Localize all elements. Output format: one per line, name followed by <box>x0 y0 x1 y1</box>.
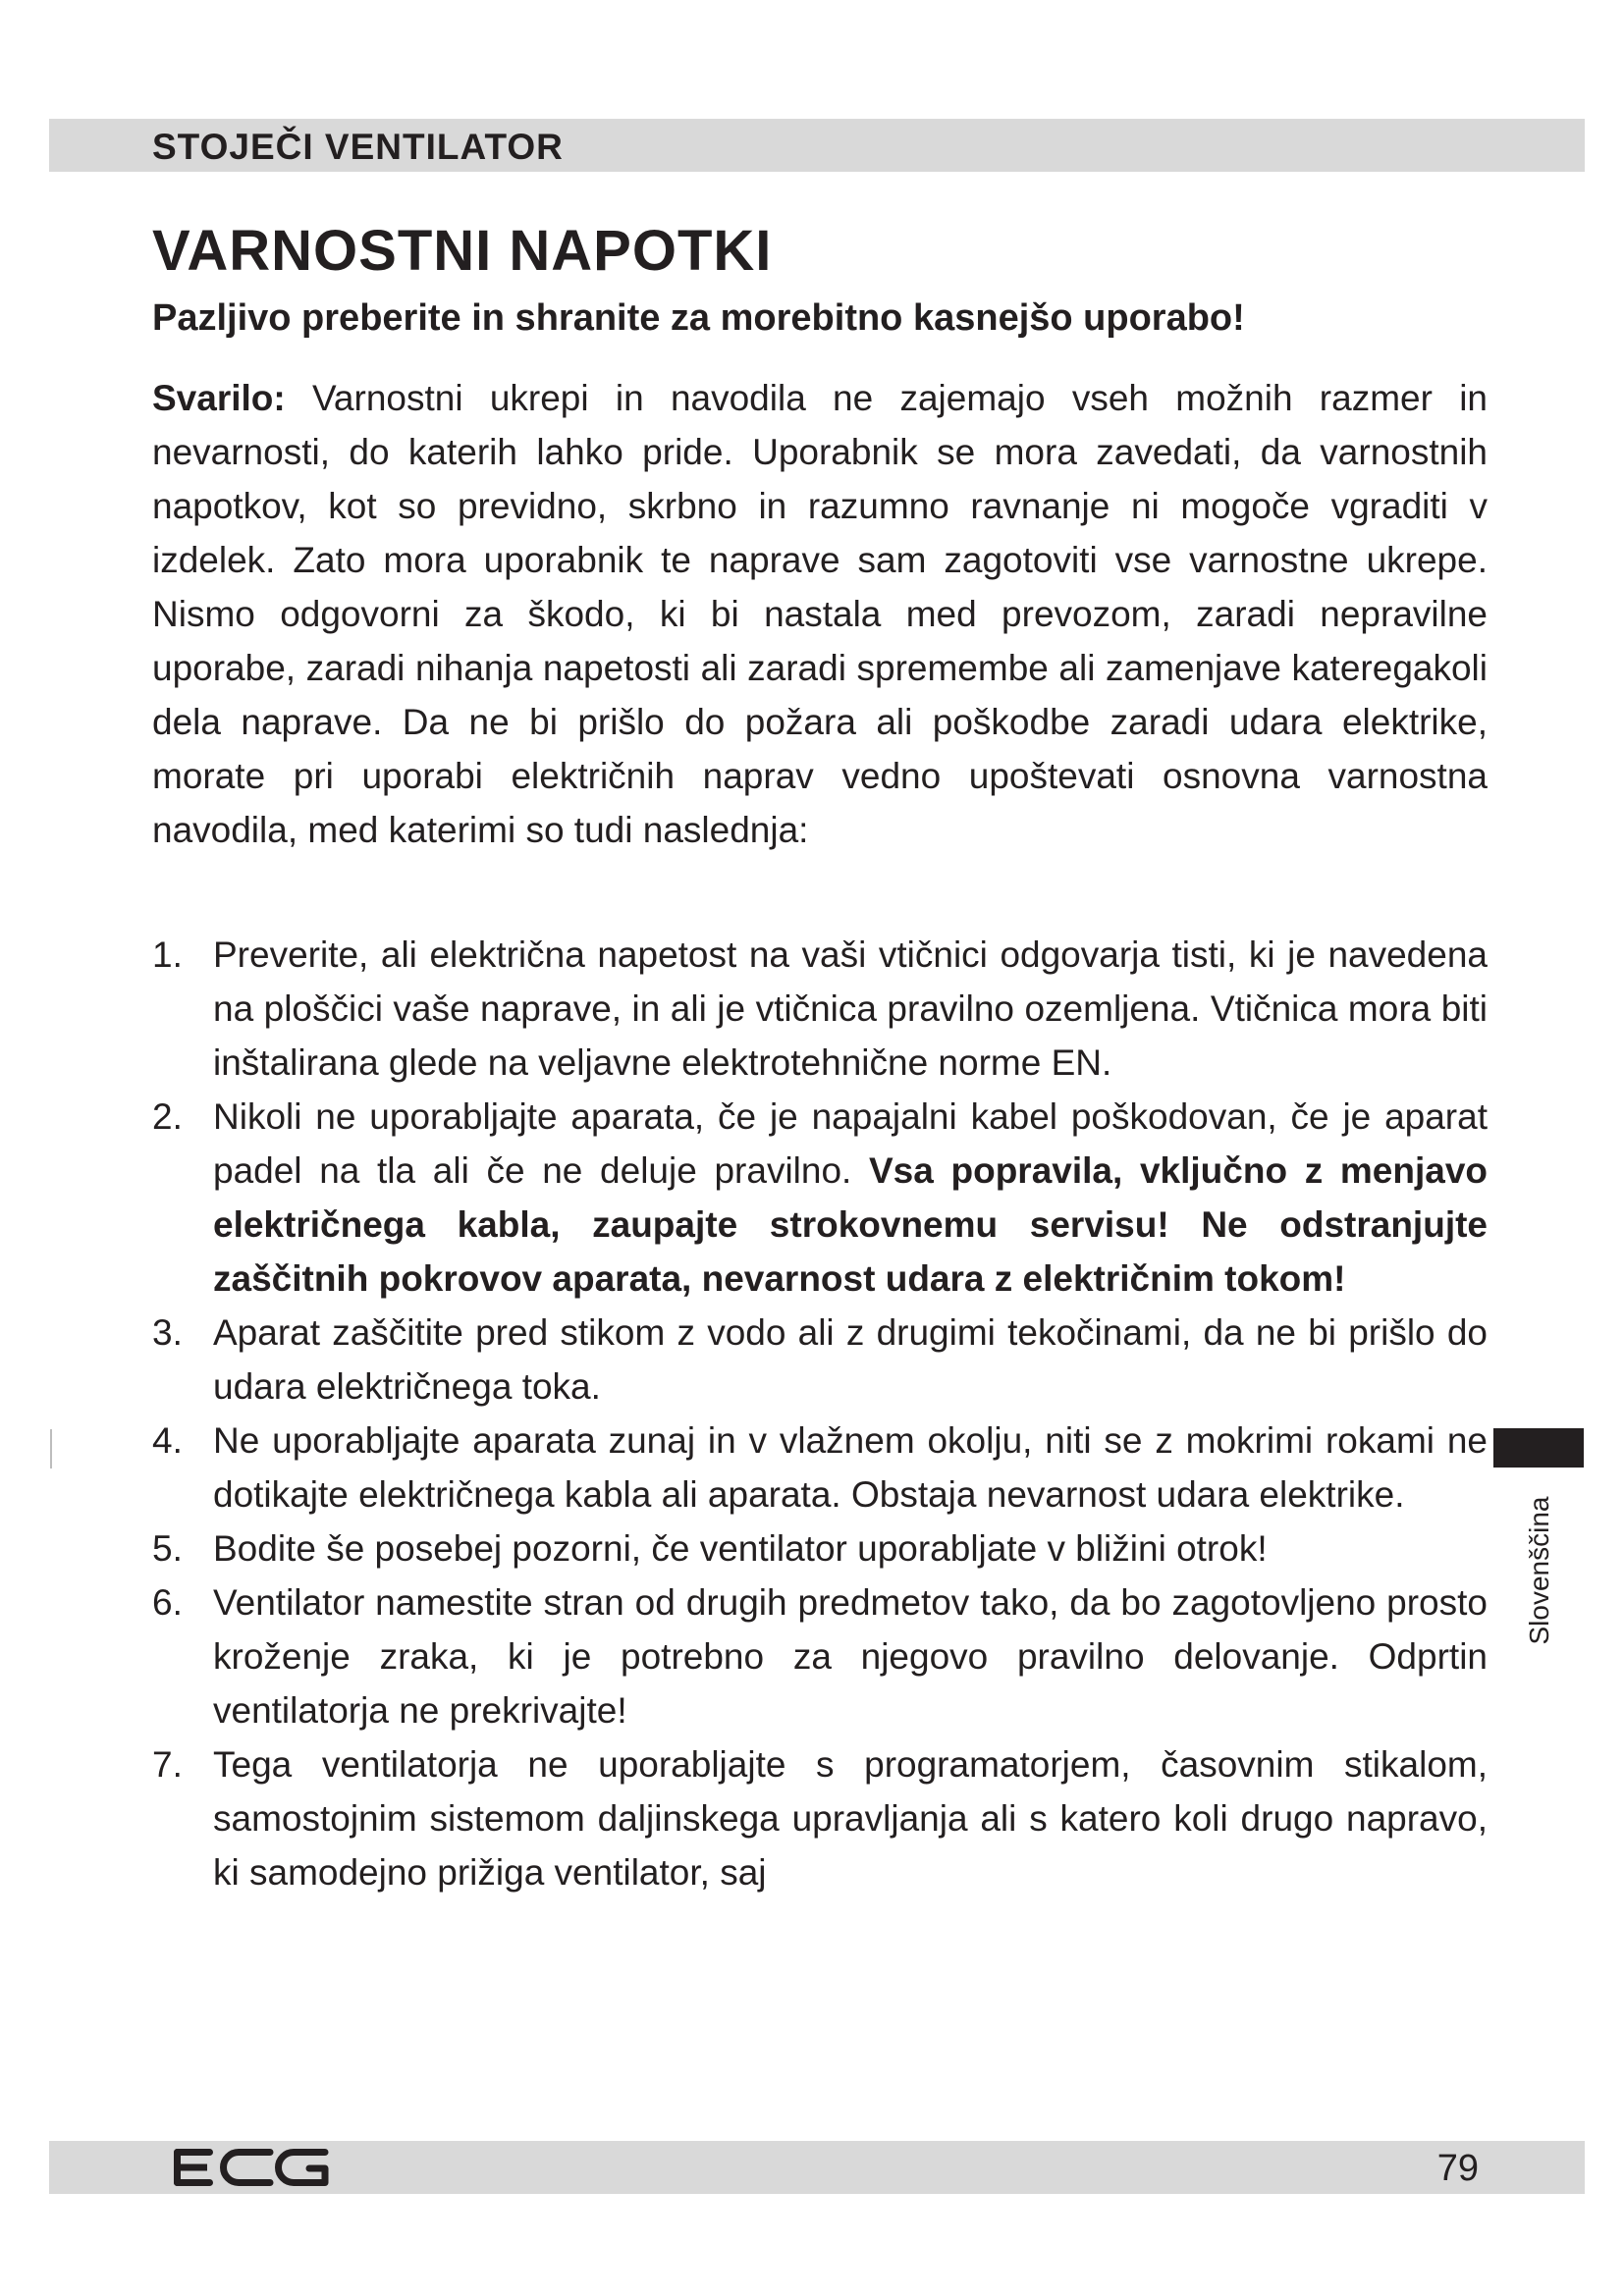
language-tab-label: Slovenščina <box>1524 1496 1554 1645</box>
margin-mark <box>50 1429 52 1468</box>
item-text: Tega ventilatorja ne uporabljajte s programatorjem, časovnim stikalom, samostojnim sistemom daljinskega upravljanja ali s katero koli drugo napravo, ki samodejno prižiga ventilator, saj <box>213 1744 1488 1893</box>
intro-paragraph <box>152 371 1488 857</box>
footer-bar <box>49 2141 1585 2194</box>
item-number: 4. <box>152 1420 183 1461</box>
ecg-logo <box>174 2147 331 2188</box>
list-item <box>152 1522 1488 1575</box>
list-item <box>152 1737 1488 1899</box>
list-item <box>152 1414 1488 1522</box>
intro-text: Varnostni ukrepi in navodila ne zajemajo vseh možnih razmer in nevarnosti, do katerih lahko pride. Uporabnik se mora zavedati, da varnostnih napotkov, kot so previdno, skrbno in razumno ravnanje ni mogoče vgraditi v izdelek. Zato mora uporabnik te naprave sam zagotoviti vse varnostne ukrepe. Nismo odgovorni za škodo, ki bi nastala med prevozom, zaradi nepravilne uporabe, zaradi nihanja napetosti ali zaradi spremembe ali zamenjave kateregakoli dela naprave. Da ne bi prišlo do požara ali poškodbe zaradi udara elektrike, morate pri uporabi električnih naprav vedno upoštevati osnovna varnostna navodila, med katerimi so tudi naslednja: <box>152 378 1488 850</box>
list-item <box>152 1306 1488 1414</box>
page-number: 79 <box>1436 2148 1479 2189</box>
item-text: Bodite še posebej pozorni, če ventilator uporabljate v bližini otrok! <box>213 1528 1268 1569</box>
warning-label: Svarilo: <box>152 378 286 418</box>
item-number: 2. <box>152 1096 183 1137</box>
header-bar <box>49 119 1585 172</box>
item-text: Ne uporabljajte aparata zunaj in v vlažnem okolju, niti se z mokrimi rokami ne dotikajte električnega kabla ali aparata. Obstaja nevarnost udara elektrike. <box>213 1420 1488 1515</box>
list-item <box>152 928 1488 1090</box>
item-text: Aparat zaščitite pred stikom z vodo ali z drugimi tekočinami, da ne bi prišlo do udara električnega toka. <box>213 1312 1488 1407</box>
header-title: STOJEČI VENTILATOR <box>152 127 564 167</box>
item-text: Nikoli ne uporabljajte aparata, če je napajalni kabel poškodovan, če je aparat padel na tla ali če ne deluje pravilno. <box>213 1096 1488 1191</box>
item-text: Preverite, ali električna napetost na vaši vtičnici odgovarja tisti, ki je navedena na ploščici vaše naprave, in ali je vtičnica pravilno ozemljena. Vtičnica mora biti inštalirana glede na veljavne elektrotehnične norme EN. <box>213 934 1488 1083</box>
item-bold-text: Vsa popravila, vključno z menjavo električnega kabla, zaupajte strokovnemu servisu! Ne odstranjujte zaščitnih pokrovov aparata, nevarnost udara z električnim tokom! <box>213 1150 1489 1299</box>
list-item <box>152 1090 1488 1306</box>
subtitle: Pazljivo preberite in shranite za morebitno kasnejšo uporabo! <box>152 297 1245 339</box>
language-tab-marker <box>1493 1428 1584 1468</box>
item-number: 7. <box>152 1744 183 1785</box>
item-number: 5. <box>152 1528 183 1569</box>
item-number: 1. <box>152 934 183 975</box>
item-number: 3. <box>152 1312 183 1353</box>
list-item <box>152 1575 1488 1737</box>
safety-list <box>152 928 1488 1899</box>
item-number: 6. <box>152 1582 183 1623</box>
item-text: Ventilator namestite stran od drugih predmetov tako, da bo zagotovljeno prosto kroženje zraka, ki je potrebno za njegovo pravilno delovanje. Odprtin ventilatorja ne prekrivajte! <box>213 1582 1488 1731</box>
page-title: VARNOSTNI NAPOTKI <box>152 219 773 283</box>
